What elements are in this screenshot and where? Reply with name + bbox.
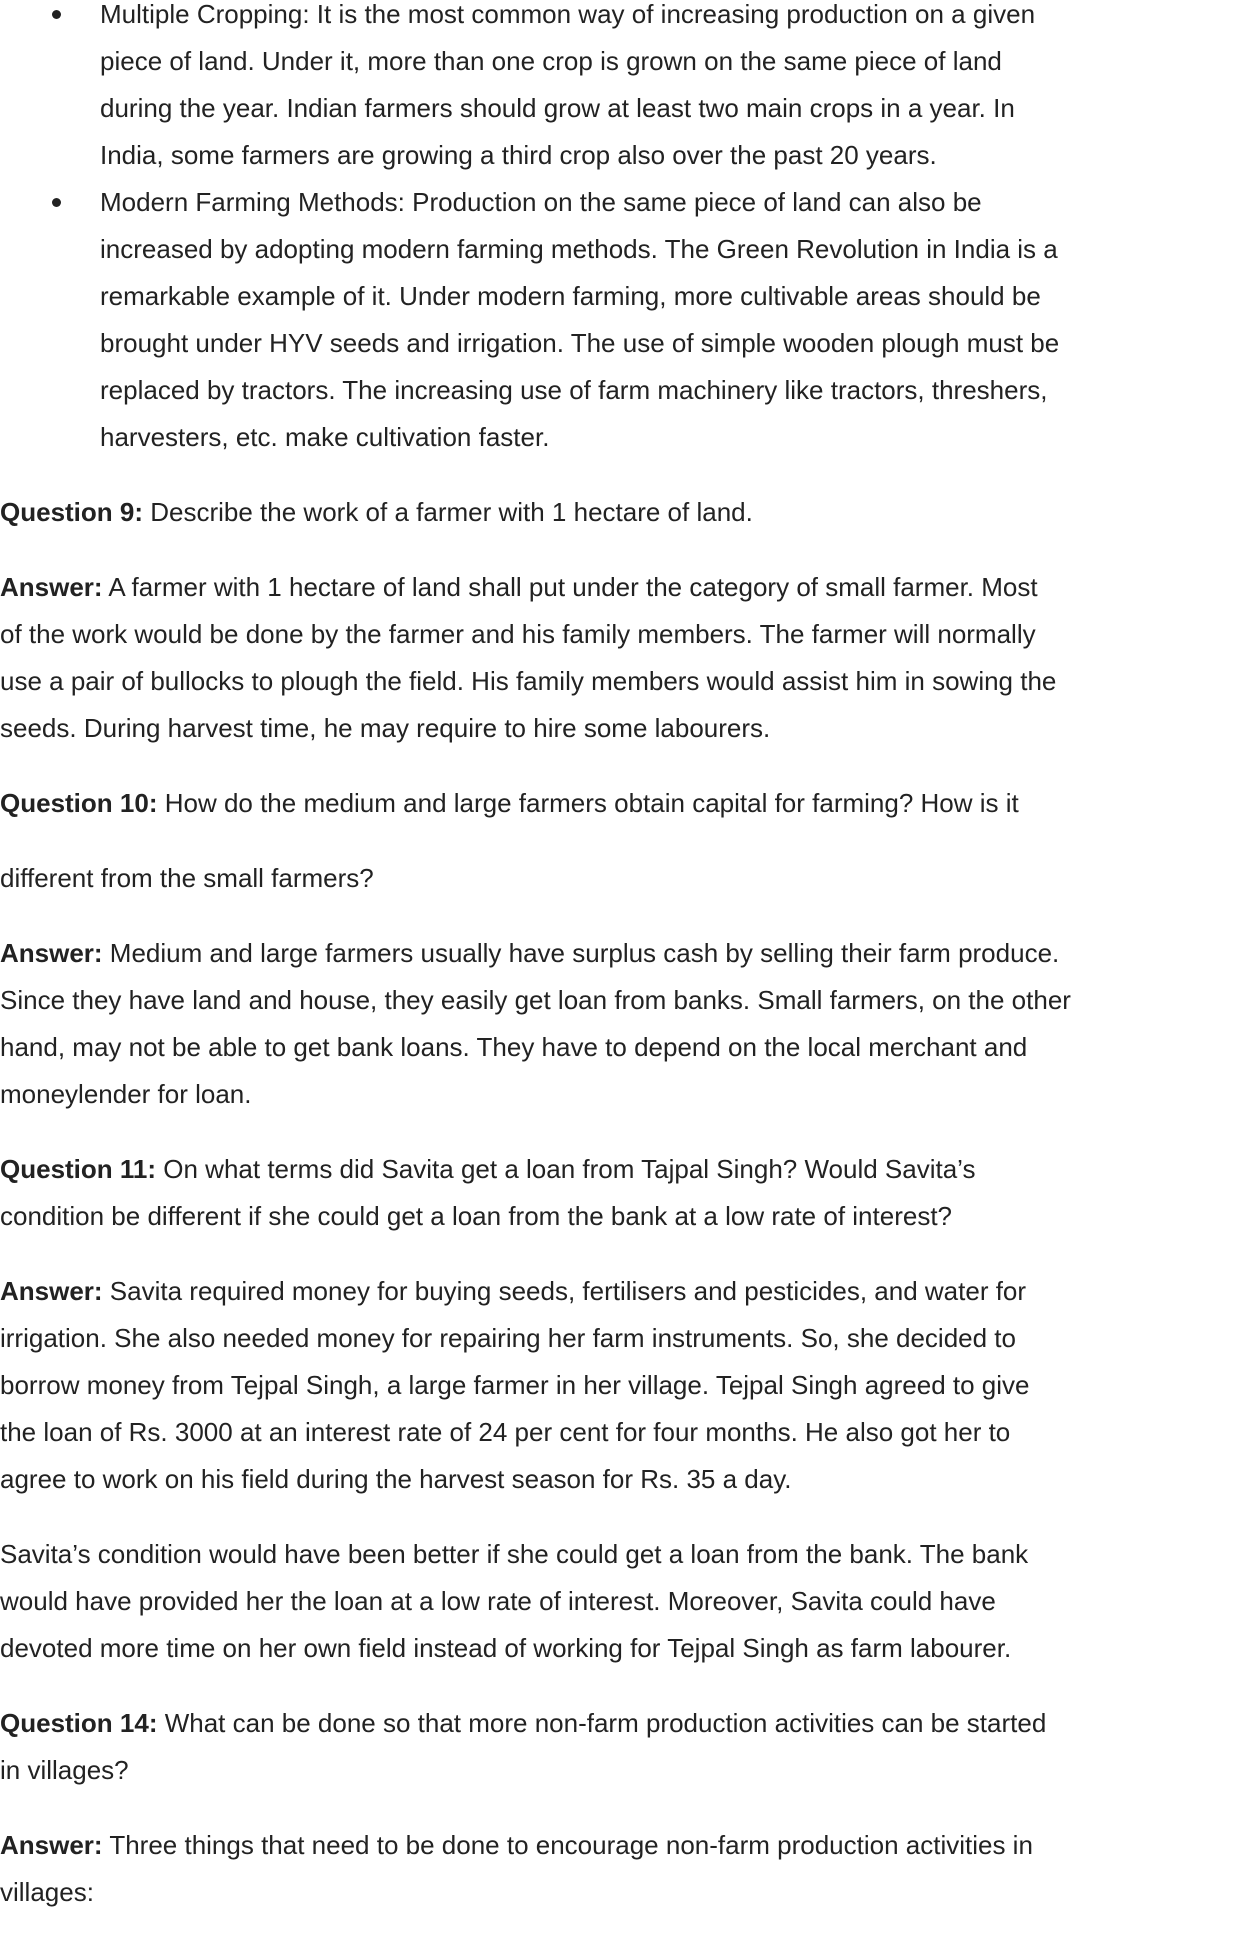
paragraph-label: Answer: (0, 572, 103, 602)
line-text: Three things that need to be done to encourage non-farm production activities in (102, 1830, 1033, 1860)
bullet-item (0, 0, 1250, 179)
line-text: Medium and large farmers usually have surplus cash by selling their farm produce. (102, 938, 1060, 968)
answer-paragraph (0, 564, 1250, 752)
line-text: Describe the work of a farmer with 1 hectare of land. (143, 497, 753, 527)
line-text: What can be done so that more non-farm production activities can be started (157, 1708, 1047, 1738)
text-line (0, 1146, 1250, 1193)
text-line (0, 855, 1250, 902)
paragraph-label: Answer: (0, 1830, 103, 1860)
question-paragraph (0, 489, 1250, 536)
question-paragraph (0, 1146, 1250, 1240)
answer-paragraph (0, 1268, 1250, 1503)
text-line (0, 1700, 1250, 1747)
line-text: moneylender for loan. (0, 1079, 252, 1109)
line-text: condition be different if she could get a loan from the bank at a low rate of interest? (0, 1201, 952, 1231)
text-line (0, 658, 1250, 705)
line-text: borrow money from Tejpal Singh, a large farmer in her village. Tejpal Singh agreed to give (0, 1370, 1030, 1400)
text-line (0, 977, 1250, 1024)
question-paragraph (0, 1700, 1250, 1794)
line-text: of the work would be done by the farmer and his family members. The farmer will normally (0, 619, 1036, 649)
text-line (0, 705, 1250, 752)
line-text: would have provided her the loan at a low rate of interest. Moreover, Savita could have (0, 1586, 996, 1616)
text-line (0, 930, 1250, 977)
paragraph-label: Question 10: (0, 788, 158, 818)
line-text: On what terms did Savita get a loan from Tajpal Singh? Would Savita’s (156, 1154, 976, 1184)
text-paragraph (0, 855, 1250, 902)
line-text: irrigation. She also needed money for repairing her farm instruments. So, she decided to (0, 1323, 1016, 1353)
text-line: remarkable example of it. Under modern farming, more cultivable areas should be (100, 281, 1041, 311)
line-text: villages: (0, 1877, 94, 1907)
line-text: agree to work on his field during the harvest season for Rs. 35 a day. (0, 1464, 792, 1494)
line-text: the loan of Rs. 3000 at an interest rate of 24 per cent for four months. He also got her to (0, 1417, 1011, 1447)
line-text: devoted more time on her own field instead of working for Tejpal Singh as farm labourer. (0, 1633, 1012, 1663)
text-line (0, 1409, 1250, 1456)
text-line (0, 1869, 1250, 1916)
text-line (0, 1625, 1250, 1672)
paragraph-label: Question 11: (0, 1154, 157, 1184)
line-text: Since they have land and house, they easily get loan from banks. Small farmers, on the other (0, 985, 1071, 1015)
line-text: seeds. During harvest time, he may require to hire some labourers. (0, 713, 771, 743)
text-line: Multiple Cropping: It is the most common way of increasing production on a given (100, 0, 1036, 29)
bullet-dot-icon (52, 10, 61, 19)
paragraph-label: Answer: (0, 938, 103, 968)
text-line: India, some farmers are growing a third crop also over the past 20 years. (100, 140, 937, 170)
text-line (0, 1268, 1250, 1315)
text-line (0, 1456, 1250, 1503)
text-line: brought under HYV seeds and irrigation. The use of simple wooden plough must be (100, 328, 1060, 358)
text-line (0, 1822, 1250, 1869)
line-text: in villages? (0, 1755, 129, 1785)
text-line (0, 1193, 1250, 1240)
line-text: How do the medium and large farmers obtain capital for farming? How is it (157, 788, 1019, 818)
text-line (0, 1362, 1250, 1409)
line-text: Savita required money for buying seeds, fertilisers and pesticides, and water for (102, 1276, 1027, 1306)
text-line (0, 1747, 1250, 1794)
text-line (0, 1024, 1250, 1071)
text-line (0, 1315, 1250, 1362)
text-line: replaced by tractors. The increasing use of farm machinery like tractors, threshers, (100, 375, 1048, 405)
paragraph-label: Answer: (0, 1276, 103, 1306)
text-line: piece of land. Under it, more than one crop is grown on the same piece of land (100, 46, 1002, 76)
bullet-list (0, 0, 1250, 461)
line-text: use a pair of bullocks to plough the field. His family members would assist him in sowing the (0, 666, 1057, 696)
text-line: during the year. Indian farmers should grow at least two main crops in a year. In (100, 93, 1015, 123)
text-line (0, 1578, 1250, 1625)
line-text: Savita’s condition would have been better if she could get a loan from the bank. The bank (0, 1539, 1029, 1569)
text-line: increased by adopting modern farming methods. The Green Revolution in India is a (100, 234, 1058, 264)
text-line: harvesters, etc. make cultivation faster. (100, 422, 550, 452)
text-line (0, 780, 1250, 827)
text-line (0, 1071, 1250, 1118)
text-line (0, 564, 1250, 611)
text-line (0, 611, 1250, 658)
text-line (0, 1531, 1250, 1578)
line-text: hand, may not be able to get bank loans. They have to depend on the local merchant and (0, 1032, 1028, 1062)
answer-paragraph (0, 1822, 1250, 1916)
text-line: Modern Farming Methods: Production on the same piece of land can also be (100, 187, 982, 217)
line-text: different from the small farmers? (0, 863, 374, 893)
bullet-dot-icon (52, 198, 61, 207)
answer-paragraph (0, 930, 1250, 1118)
paragraph-label: Question 9: (0, 497, 144, 527)
line-text: A farmer with 1 hectare of land shall put under the category of small farmer. Most (102, 572, 1038, 602)
bullet-item (0, 179, 1250, 461)
text-line (0, 489, 1250, 536)
paragraph-label: Question 14: (0, 1708, 158, 1738)
text-paragraph (0, 1531, 1250, 1672)
question-paragraph (0, 780, 1250, 827)
